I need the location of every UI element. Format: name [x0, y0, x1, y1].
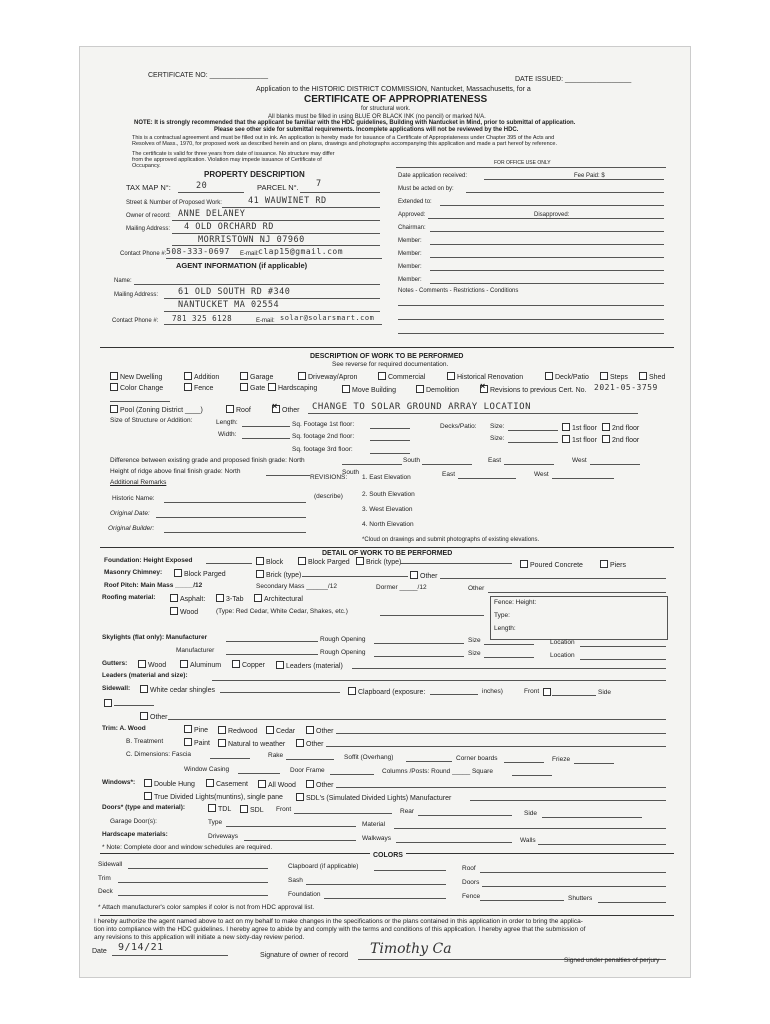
owner-email[interactable]: clap15@gmail.com: [258, 247, 344, 256]
office-row-3: Extended to:: [398, 199, 432, 205]
inches: inches): [482, 688, 503, 695]
valid-2: from the approved application. Violation may impede issuance of Certificate of: [132, 157, 322, 163]
chk-sidewall-other[interactable]: Other: [140, 712, 168, 722]
sqft-3: Sq. footage 3rd floor:: [292, 446, 353, 453]
office-notes: Notes - Comments - Restrictions - Conditions: [398, 288, 519, 294]
parcel-label: PARCEL N°.: [257, 183, 299, 192]
office-row-6: Member:: [398, 238, 422, 244]
office-row-4: Approved:: [398, 212, 426, 218]
chk-poured-concrete[interactable]: Poured Concrete: [520, 560, 583, 570]
chk-asphalt[interactable]: Asphalt:: [170, 594, 205, 604]
sqft-2: Sq. footage 2nd floor:: [292, 433, 355, 440]
signature-label: Signature of owner of record: [260, 952, 349, 959]
chk-gutter-leaders[interactable]: Leaders (material): [276, 661, 343, 671]
chk-commercial[interactable]: Commercial: [378, 372, 425, 382]
leaders-label: Leaders (material and size):: [102, 672, 188, 679]
doors-label: Doors* (type and material):: [102, 804, 186, 811]
chk-architectural[interactable]: Architectural: [254, 594, 303, 604]
dimensions-fascia: C. Dimensions: Fascia: [126, 751, 192, 758]
driveways: Driveways: [208, 833, 238, 840]
chk-double-hung[interactable]: Double Hung: [144, 779, 195, 789]
chk-historical[interactable]: Historical Renovation: [447, 372, 523, 382]
rev-south: 2. South Elevation: [362, 491, 415, 498]
chk-revisions[interactable]: × Revisions to previous Cert. No.: [480, 385, 586, 395]
color-foundation: Foundation: [288, 891, 321, 898]
rough-opening-2: Rough Opening: [320, 649, 366, 656]
additional-remarks: Additional Remarks: [110, 479, 167, 486]
chk-addition[interactable]: Addition: [184, 372, 219, 382]
blanks-note: All blanks must be filled in using BLUE OR BLACK INK (no pencil) or marked N/A.: [268, 114, 486, 120]
decks-size-2: Size:: [490, 435, 505, 442]
detail-heading: DETAIL OF WORK TO BE PERFORMED: [322, 550, 453, 557]
dormer: Dormer _____/12: [376, 584, 427, 591]
chk-fence[interactable]: Fence: [184, 383, 213, 393]
chk-clapboard[interactable]: Clapboard (exposure:: [348, 687, 425, 697]
size-label: Size of Structure or Addition:: [110, 417, 193, 424]
agent-phone-label: Contact Phone #:: [112, 318, 159, 324]
chk-treatment-other[interactable]: Other: [296, 739, 324, 749]
fence-length: Length:: [494, 625, 516, 632]
chk-roof[interactable]: Roof: [226, 405, 251, 415]
chk-decks-2nd[interactable]: 2nd floor: [602, 423, 639, 433]
color-sidewall: Sidewall: [98, 861, 123, 868]
walkways: Walkways: [362, 835, 392, 842]
tax-map-label: TAX MAP N°:: [126, 183, 171, 192]
office-row-2: Must be acted on by:: [398, 186, 454, 192]
garage-material: Material: [362, 821, 386, 828]
agent-name-label: Name:: [114, 278, 132, 284]
chk-trim-other[interactable]: Other: [306, 726, 334, 736]
decks-label: Decks/Patio:: [440, 423, 477, 430]
treatment-label: B. Treatment: [126, 738, 164, 745]
ridge-height: Height of ridge above final finish grade: North: [110, 468, 241, 475]
skylight-location-1: Location: [550, 639, 575, 646]
chk-gutter-wood[interactable]: Wood: [138, 660, 166, 670]
schedule-note: * Note: Complete door and window schedules are required.: [102, 844, 273, 851]
chk-white-cedar[interactable]: White cedar shingles: [140, 685, 215, 695]
chk-casement[interactable]: Casement: [206, 779, 248, 789]
contract-2: Resolves of Mass., 1970, for proposed work as described herein and on plans, drawings and photographs accompanying this application and made a part hereof by reference.: [132, 141, 557, 147]
chk-cedar[interactable]: Cedar: [266, 726, 295, 736]
owner-signature[interactable]: Timothy Ca: [370, 941, 452, 957]
masonry-label: Masonry Chimney:: [104, 569, 163, 576]
soffit-label: Soffit (Overhang): [344, 754, 394, 761]
office-heading: FOR OFFICE USE ONLY: [494, 160, 551, 166]
street-value[interactable]: 41 WAUWINET RD: [248, 196, 327, 206]
agent-mailing-2[interactable]: NANTUCKET MA 02554: [178, 300, 280, 310]
chk-new-dwelling[interactable]: New Dwelling: [110, 372, 162, 382]
color-clapboard: Clapboard (if applicable): [288, 863, 359, 870]
chk-decks-1st[interactable]: 1st floor: [562, 423, 597, 433]
agent-mailing-1[interactable]: 61 OLD SOUTH RD #340: [178, 287, 291, 297]
front-label: Front: [524, 688, 540, 695]
ridge-south: South: [342, 469, 359, 476]
agent-phone[interactable]: 781 325 6128: [172, 314, 233, 323]
rev-north: 4. North Elevation: [362, 521, 414, 528]
roof-other: Other: [468, 585, 485, 592]
decks-size-1: Size:: [490, 423, 505, 430]
color-doors: Doors: [462, 879, 480, 886]
chk-color-change[interactable]: Color Change: [110, 383, 163, 393]
chk-redwood[interactable]: Redwood: [218, 726, 258, 736]
hardscape-label: Hardscape materials:: [102, 831, 168, 838]
chk-demolition[interactable]: Demolition: [416, 385, 459, 395]
columns-posts: Columns /Posts: Round _____ Square: [382, 768, 493, 775]
office-row-1: Date application received:: [398, 173, 468, 179]
note-1: NOTE: It is strongly recommended that the applicant be familiar with the HDC guidelines, Building with Nantucket in Mind, prior to submittal of application.: [134, 120, 576, 126]
chk-brick-type[interactable]: Brick (type): [356, 557, 401, 567]
disapproved: Disapproved:: [534, 212, 570, 218]
hdc-application-form: [80, 47, 690, 977]
rev-east: 1. East Elevation: [362, 474, 411, 481]
colors-heading: COLORS: [370, 852, 406, 860]
ridge-east: East: [442, 471, 456, 478]
manufacturer-2: Manufacturer: [176, 647, 215, 654]
cert-no: CERTIFICATE NO: _______________: [148, 72, 268, 79]
rough-opening-1: Rough Opening: [320, 636, 366, 643]
description-sub: See reverse for required documentation.: [332, 361, 449, 368]
agent-email-label: E-mail:: [256, 318, 275, 324]
color-sash: Sash: [288, 877, 303, 884]
valid-3: Occupancy.: [132, 163, 161, 169]
rev-west: 3. West Elevation: [362, 506, 413, 513]
chk-tdl[interactable]: True Divided Lights(muntins), single pane: [144, 792, 283, 802]
frieze-label: Frieze: [552, 756, 571, 763]
door-rear: Rear: [400, 808, 415, 815]
trim-label: Trim: A. Wood: [102, 725, 146, 732]
revision-cert-no[interactable]: 2021-05-3759: [594, 383, 658, 392]
rake-label: Rake: [268, 752, 284, 759]
auth-2: tion into compliance with the HDC guidelines. I hereby agree to abide by and comply with the terms and conditions of this application. I hereby agree that the submission of: [94, 926, 586, 933]
form-title: CERTIFICATE OF APPROPRIATENESS: [304, 94, 488, 105]
chk-3tab[interactable]: 3-Tab: [216, 594, 244, 604]
valid-1: The certificate is valid for three years from date of issuance. No structure may differ: [132, 151, 335, 157]
side-label: Side: [598, 689, 612, 696]
grade-south: South: [403, 457, 420, 464]
chk-piers[interactable]: Piers: [600, 560, 626, 570]
owner-label: Owner of record:: [126, 213, 171, 219]
office-row-8: Member:: [398, 264, 422, 270]
skylight-size-2: Size: [468, 650, 481, 657]
length-label: Length:: [216, 419, 238, 426]
chk-deck-patio[interactable]: Deck/Patio: [545, 372, 589, 382]
sidewall-label: Sidewall:: [102, 685, 131, 692]
date-label: Date: [92, 948, 107, 955]
secondary-mass: Secondary Mass ______/12: [256, 583, 337, 590]
color-fence: Fence: [462, 893, 481, 900]
note-2: Please see other side for submittal requirements. Incomplete applications will not be reviewed by the HDC.: [214, 127, 519, 133]
door-side: Side: [524, 810, 538, 817]
for-work: for structural work.: [361, 106, 411, 112]
revisions-label: REVISIONS:: [310, 474, 348, 481]
agent-mailing-label: Mailing Address:: [114, 292, 159, 298]
owner-phone[interactable]: 508-333-0697: [166, 247, 230, 256]
chk-sdl[interactable]: SDL's (Simulated Divided Lights) Manufacturer: [296, 793, 451, 803]
chk-masonry-block-parged[interactable]: Block Parged: [174, 569, 226, 579]
fence-height: Fence: Height:: [494, 599, 537, 606]
parcel-value[interactable]: 7: [316, 179, 322, 189]
garage-type: Type: [208, 819, 223, 826]
application-to: Application to the HISTORIC DISTRICT COMMISSION, Nantucket, Massachusetts, for a: [256, 86, 531, 93]
perjury-note: Signed under penalties of perjury: [564, 957, 660, 964]
chk-pine[interactable]: Pine: [184, 725, 208, 735]
roofing-material: Roofing material:: [102, 594, 156, 601]
window-casing: Window Casing: [184, 766, 230, 773]
mailing-label: Mailing Address:: [126, 226, 171, 232]
agent-heading: AGENT INFORMATION (if applicable): [176, 261, 308, 270]
owner-mailing-2[interactable]: MORRISTOWN NJ 07960: [198, 235, 305, 245]
fee-paid: Fee Paid: $: [574, 173, 605, 179]
garage-doors: Garage Door(s):: [110, 818, 157, 825]
chk-masonry-other[interactable]: Other: [410, 571, 438, 581]
gutters-label: Gutters:: [102, 660, 128, 667]
chk-masonry-brick[interactable]: Brick (type): [256, 570, 301, 580]
street-label: Street & Number of Proposed Work:: [126, 200, 222, 206]
skylight-location-2: Location: [550, 652, 575, 659]
chk-natural[interactable]: Natural to weather: [218, 739, 285, 749]
ridge-west: West: [534, 471, 549, 478]
fence-type: Type:: [494, 612, 510, 619]
door-front: Front: [276, 806, 292, 813]
grade-east: East: [488, 457, 502, 464]
owner-value[interactable]: ANNE DELANEY: [178, 209, 246, 219]
roof-pitch: Roof Pitch: Main Mass _____/12: [104, 582, 203, 589]
chk-decks-2nd-b[interactable]: 2nd floor: [602, 435, 639, 445]
chk-window-other[interactable]: Other: [306, 780, 334, 790]
office-row-9: Member:: [398, 277, 422, 283]
email-label: E-mail:: [240, 251, 259, 257]
walls: Walls: [520, 837, 536, 844]
chk-decks-1st-b[interactable]: 1st floor: [562, 435, 597, 445]
owner-mailing-1[interactable]: 4 OLD ORCHARD RD: [184, 222, 274, 232]
other-description[interactable]: CHANGE TO SOLAR GROUND ARRAY LOCATION: [312, 402, 531, 412]
chk-paint[interactable]: Paint: [184, 738, 210, 748]
agent-email[interactable]: solar@solarsmart.com: [280, 314, 375, 322]
original-builder: Original Builder:: [108, 525, 155, 532]
chk-door-tdl[interactable]: TDL: [208, 804, 231, 814]
phone-label: Contact Phone #:: [120, 251, 167, 257]
chk-gutter-copper[interactable]: Copper: [232, 660, 265, 670]
door-frame: Door Frame: [290, 767, 325, 774]
original-date: Original Date:: [110, 510, 150, 517]
foundation-label: Foundation: Height Exposed: [104, 557, 193, 564]
property-heading: PROPERTY DESCRIPTION: [204, 170, 305, 179]
description-heading: DESCRIPTION OF WORK TO BE PERFORMED: [310, 353, 464, 360]
chk-other[interactable]: × Other: [272, 405, 300, 415]
chk-sidewall-blank[interactable]: [104, 699, 112, 707]
chk-door-sdl[interactable]: SDL: [240, 805, 264, 815]
date-value[interactable]: 9/14/21: [118, 942, 164, 953]
chk-move-building[interactable]: Move Building: [342, 385, 396, 395]
chk-all-wood[interactable]: All Wood: [258, 780, 296, 790]
width-label: Width:: [218, 431, 237, 438]
chk-block[interactable]: Block: [256, 557, 283, 567]
chk-wood[interactable]: Wood: [170, 607, 198, 617]
color-deck: Deck: [98, 888, 113, 895]
chk-gate[interactable]: Gate: [240, 383, 265, 393]
contract-1: This is a contractual agreement and must be filled out in ink. An application is hereby made for issuance of a Certificate of Appropriateness under Chapter 395 of the Acts and: [132, 135, 555, 141]
chk-pool[interactable]: Pool (Zoning District ____): [110, 405, 203, 415]
chk-front[interactable]: [543, 688, 551, 696]
corner-boards: Corner boards: [456, 755, 498, 762]
chk-shed[interactable]: Shed: [639, 372, 665, 382]
color-attach-note: * Attach manufacturer's color samples if color is not from HDC approval list.: [98, 904, 315, 911]
auth-1: I hereby authorize the agent named above to act on my behalf to make changes in the specifications or the plans contained in this application in order to bring the applica-: [94, 918, 583, 925]
date-issued: DATE ISSUED: _________________: [515, 76, 632, 83]
cloud-note: *Cloud on drawings and submit photographs of existing elevations.: [362, 537, 540, 543]
tax-map-value[interactable]: 20: [196, 181, 208, 191]
chk-garage[interactable]: Garage: [240, 372, 273, 382]
grade-diff: Difference between existing grade and proposed finish grade: North: [110, 457, 305, 464]
chk-steps[interactable]: Steps: [600, 372, 628, 382]
describe: (describe): [314, 493, 343, 500]
auth-3: any revisions to this application will initiate a new sixty-day review period.: [94, 934, 305, 941]
sqft-1: Sq. Footage 1st floor:: [292, 421, 355, 428]
wood-type: (Type: Red Cedar, White Cedar, Shakes, etc.): [216, 608, 348, 615]
windows-label: Windows*:: [102, 779, 136, 786]
office-row-7: Member:: [398, 251, 422, 257]
chk-block-parged[interactable]: Block Parged: [298, 557, 350, 567]
chk-gutter-aluminum[interactable]: Aluminum: [180, 660, 221, 670]
chk-hardscaping[interactable]: Hardscaping: [268, 383, 317, 393]
color-roof: Roof: [462, 865, 476, 872]
color-shutters: Shutters: [568, 895, 593, 902]
chk-driveway[interactable]: Driveway/Apron: [298, 372, 357, 382]
skylight-size-1: Size: [468, 637, 481, 644]
color-trim: Trim: [98, 875, 111, 882]
grade-west: West: [572, 457, 587, 464]
skylights-label: Skylights (flat only): Manufacturer: [102, 634, 208, 641]
historic-name: Historic Name:: [112, 495, 155, 502]
office-row-5: Chairman:: [398, 225, 426, 231]
